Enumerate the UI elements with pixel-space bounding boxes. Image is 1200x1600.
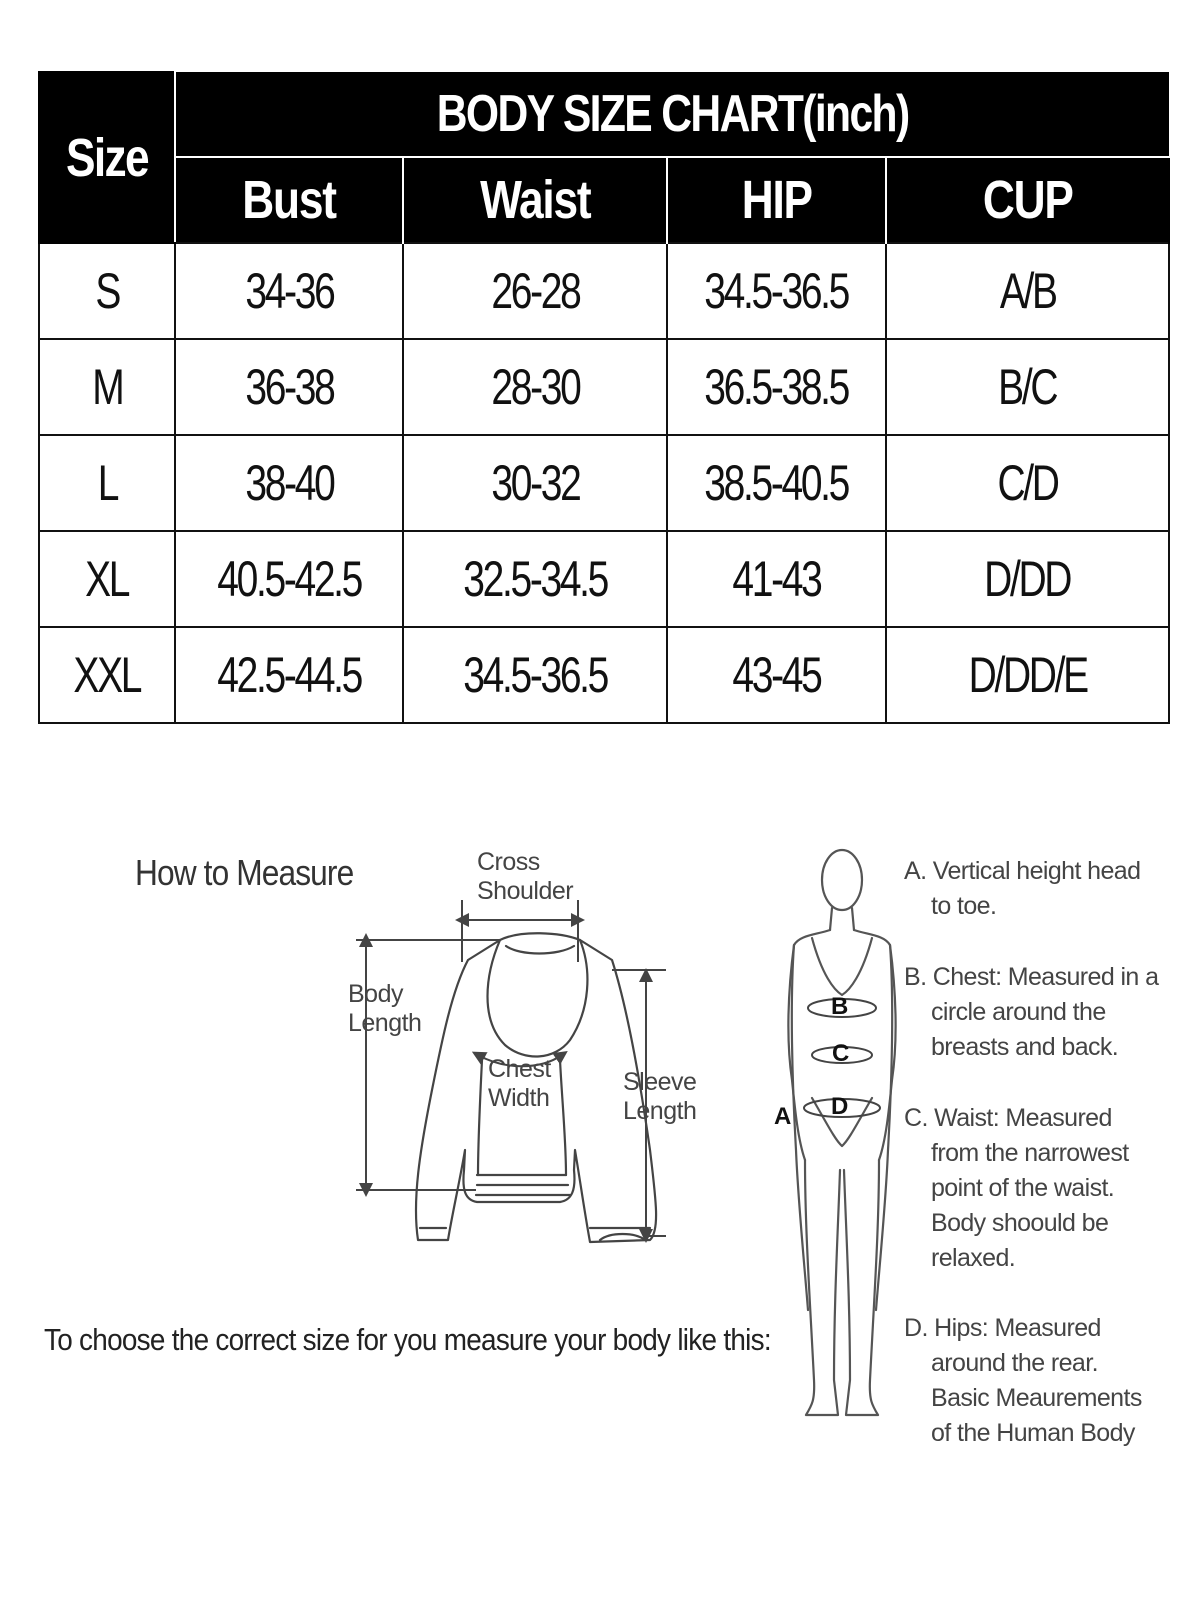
- column-header-bust: Bust: [175, 157, 403, 243]
- cup-cell: B/C: [886, 339, 1169, 435]
- size-cell: XXL: [39, 627, 175, 723]
- sleeve-length-label: Sleeve Length: [623, 1068, 697, 1125]
- body-length-label: Body Length: [348, 980, 422, 1037]
- hip-cell: 41-43: [667, 531, 886, 627]
- cup-cell: A/B: [886, 243, 1169, 339]
- note-d: D. Hips: Measured around the rear. Basic Meaurements of the Human Body: [904, 1314, 1142, 1447]
- letter-d: D: [831, 1093, 849, 1120]
- column-header-cup: CUP: [886, 157, 1169, 243]
- how-to-measure-title: How to Measure: [135, 852, 354, 893]
- note-c: C. Waist: Measured from the narrowest point of the waist. Body shoould be relaxed.: [904, 1104, 1129, 1272]
- chest-width-label: Chest Width: [488, 1055, 551, 1112]
- waist-cell: 30-32: [403, 435, 667, 531]
- bust-cell: 34-36: [175, 243, 403, 339]
- cup-cell: D/DD: [886, 531, 1169, 627]
- size-cell: S: [39, 243, 175, 339]
- waist-cell: 28-30: [403, 339, 667, 435]
- letter-c: C: [832, 1040, 850, 1067]
- bust-cell: 40.5-42.5: [175, 531, 403, 627]
- hip-cell: 34.5-36.5: [667, 243, 886, 339]
- column-header-waist: Waist: [403, 157, 667, 243]
- hip-cell: 38.5-40.5: [667, 435, 886, 531]
- cup-cell: D/DD/E: [886, 627, 1169, 723]
- waist-cell: 32.5-34.5: [403, 531, 667, 627]
- choose-size-instruction: To choose the correct size for you measure your body like this:: [44, 1322, 771, 1357]
- size-header: Size: [39, 72, 175, 243]
- note-a: A. Vertical height head to toe.: [904, 857, 1141, 920]
- waist-cell: 34.5-36.5: [403, 627, 667, 723]
- size-cell: XL: [39, 531, 175, 627]
- letter-b: B: [831, 993, 849, 1020]
- hip-cell: 36.5-38.5: [667, 339, 886, 435]
- waist-cell: 26-28: [403, 243, 667, 339]
- hip-cell: 43-45: [667, 627, 886, 723]
- column-header-hip: HIP: [667, 157, 886, 243]
- bust-cell: 42.5-44.5: [175, 627, 403, 723]
- size-cell: M: [39, 339, 175, 435]
- bust-cell: 36-38: [175, 339, 403, 435]
- size-cell: L: [39, 435, 175, 531]
- cross-shoulder-label: Cross Shoulder: [477, 848, 574, 905]
- chart-title: BODY SIZE CHART(inch): [175, 72, 1169, 157]
- cup-cell: C/D: [886, 435, 1169, 531]
- note-b: B. Chest: Measured in a circle around the breasts and back.: [904, 963, 1159, 1061]
- bust-cell: 38-40: [175, 435, 403, 531]
- letter-a: A: [774, 1103, 792, 1130]
